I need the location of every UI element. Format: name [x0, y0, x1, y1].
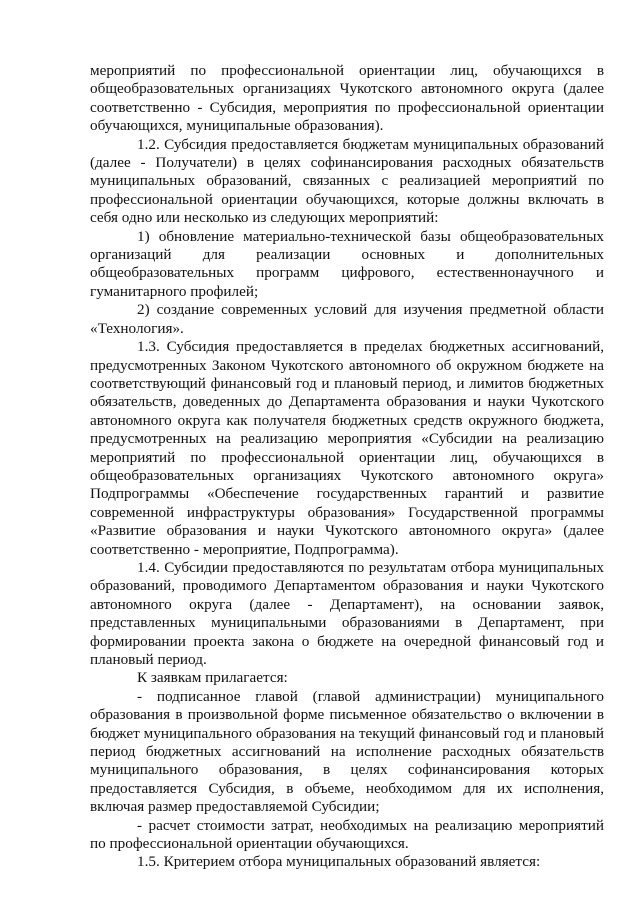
paragraph-attachment-obligation: - подписанное главой (главой администрации) муниципального образования в произвольной форме письменное обязательство о включении в бюджет муниципального образования на текущий финансовый год и плановый период бюджетных ассигнований на исполнение расходных обязательств муниципального образования, в целях софинансирования которых предоставляется Субсидия, в объеме, необходимом для их исполнения, включая размер предоставляемой Субсидии;	[90, 687, 604, 816]
paragraph-1-2: 1.2. Субсидия предоставляется бюджетам муниципальных образований (далее - Получатели) в целях софинансирования расходных обязательств муниципальных образований, связанных с реализацией мероприятий по профессиональной ориентации обучающихся, которые должны включать в себя одно или несколько из следующих мероприятий:	[90, 135, 604, 227]
paragraph-attachments-heading: К заявкам прилагается:	[137, 669, 288, 687]
paragraph-1-4: 1.4. Субсидии предоставляются по результатам отбора муниципальных образований, проводимого Департаментом образования и науки Чукотского автономного округа (далее - Департамент), на основании заявок, представленных муниципальными образованиями в Департамент, при формировании проекта закона о бюджете на очередной финансовый год и плановый период.	[90, 558, 604, 668]
paragraph-1-5: 1.5. Критерием отбора муниципальных образований является:	[137, 853, 541, 871]
paragraph-intro-continuation: мероприятий по профессиональной ориентации лиц, обучающихся в общеобразовательных организациях Чукотского автономного округа (далее соответственно - Субсидия, мероприятия по профессиональной ориентации обучающихся, муниципальные образования).	[90, 62, 604, 135]
paragraph-item-1: 1) обновление материально-технической базы общеобразовательных организаций для реализации основных и дополнительных общеобразовательных программ цифрового, естественнонаучного и гуманитарного профилей;	[90, 227, 604, 300]
paragraph-item-2: 2) создание современных условий для изучения предметной области «Технология».	[90, 301, 604, 337]
document-page	[90, 62, 604, 872]
paragraph-attachment-cost: - расчет стоимости затрат, необходимых на реализацию мероприятий по профессиональной ориентации обучающихся.	[90, 816, 604, 853]
paragraph-1-3: 1.3. Субсидия предоставляется в пределах бюджетных ассигнований, предусмотренных Законом Чукотского автономного об окружном бюджете на соответствующий финансовый год и плановый период, и лимитов бюджетных обязательств, доведенных до Департамента образования и науки Чукотского автономного округа как получателя бюджетных средств окружного бюджета, предусмотренных на реализацию мероприятия «Субсидии на реализацию мероприятий по профессиональной ориентации лиц, обучающихся в общеобразовательных организациях Чукотского автономного округа» Подпрограммы «Обеспечение государственных гарантий и развитие современной инфраструктуры образования» Государственной программы «Развитие образования и науки Чукотского автономного округа» (далее соответственно - мероприятие, Подпрограмма).	[90, 338, 604, 558]
